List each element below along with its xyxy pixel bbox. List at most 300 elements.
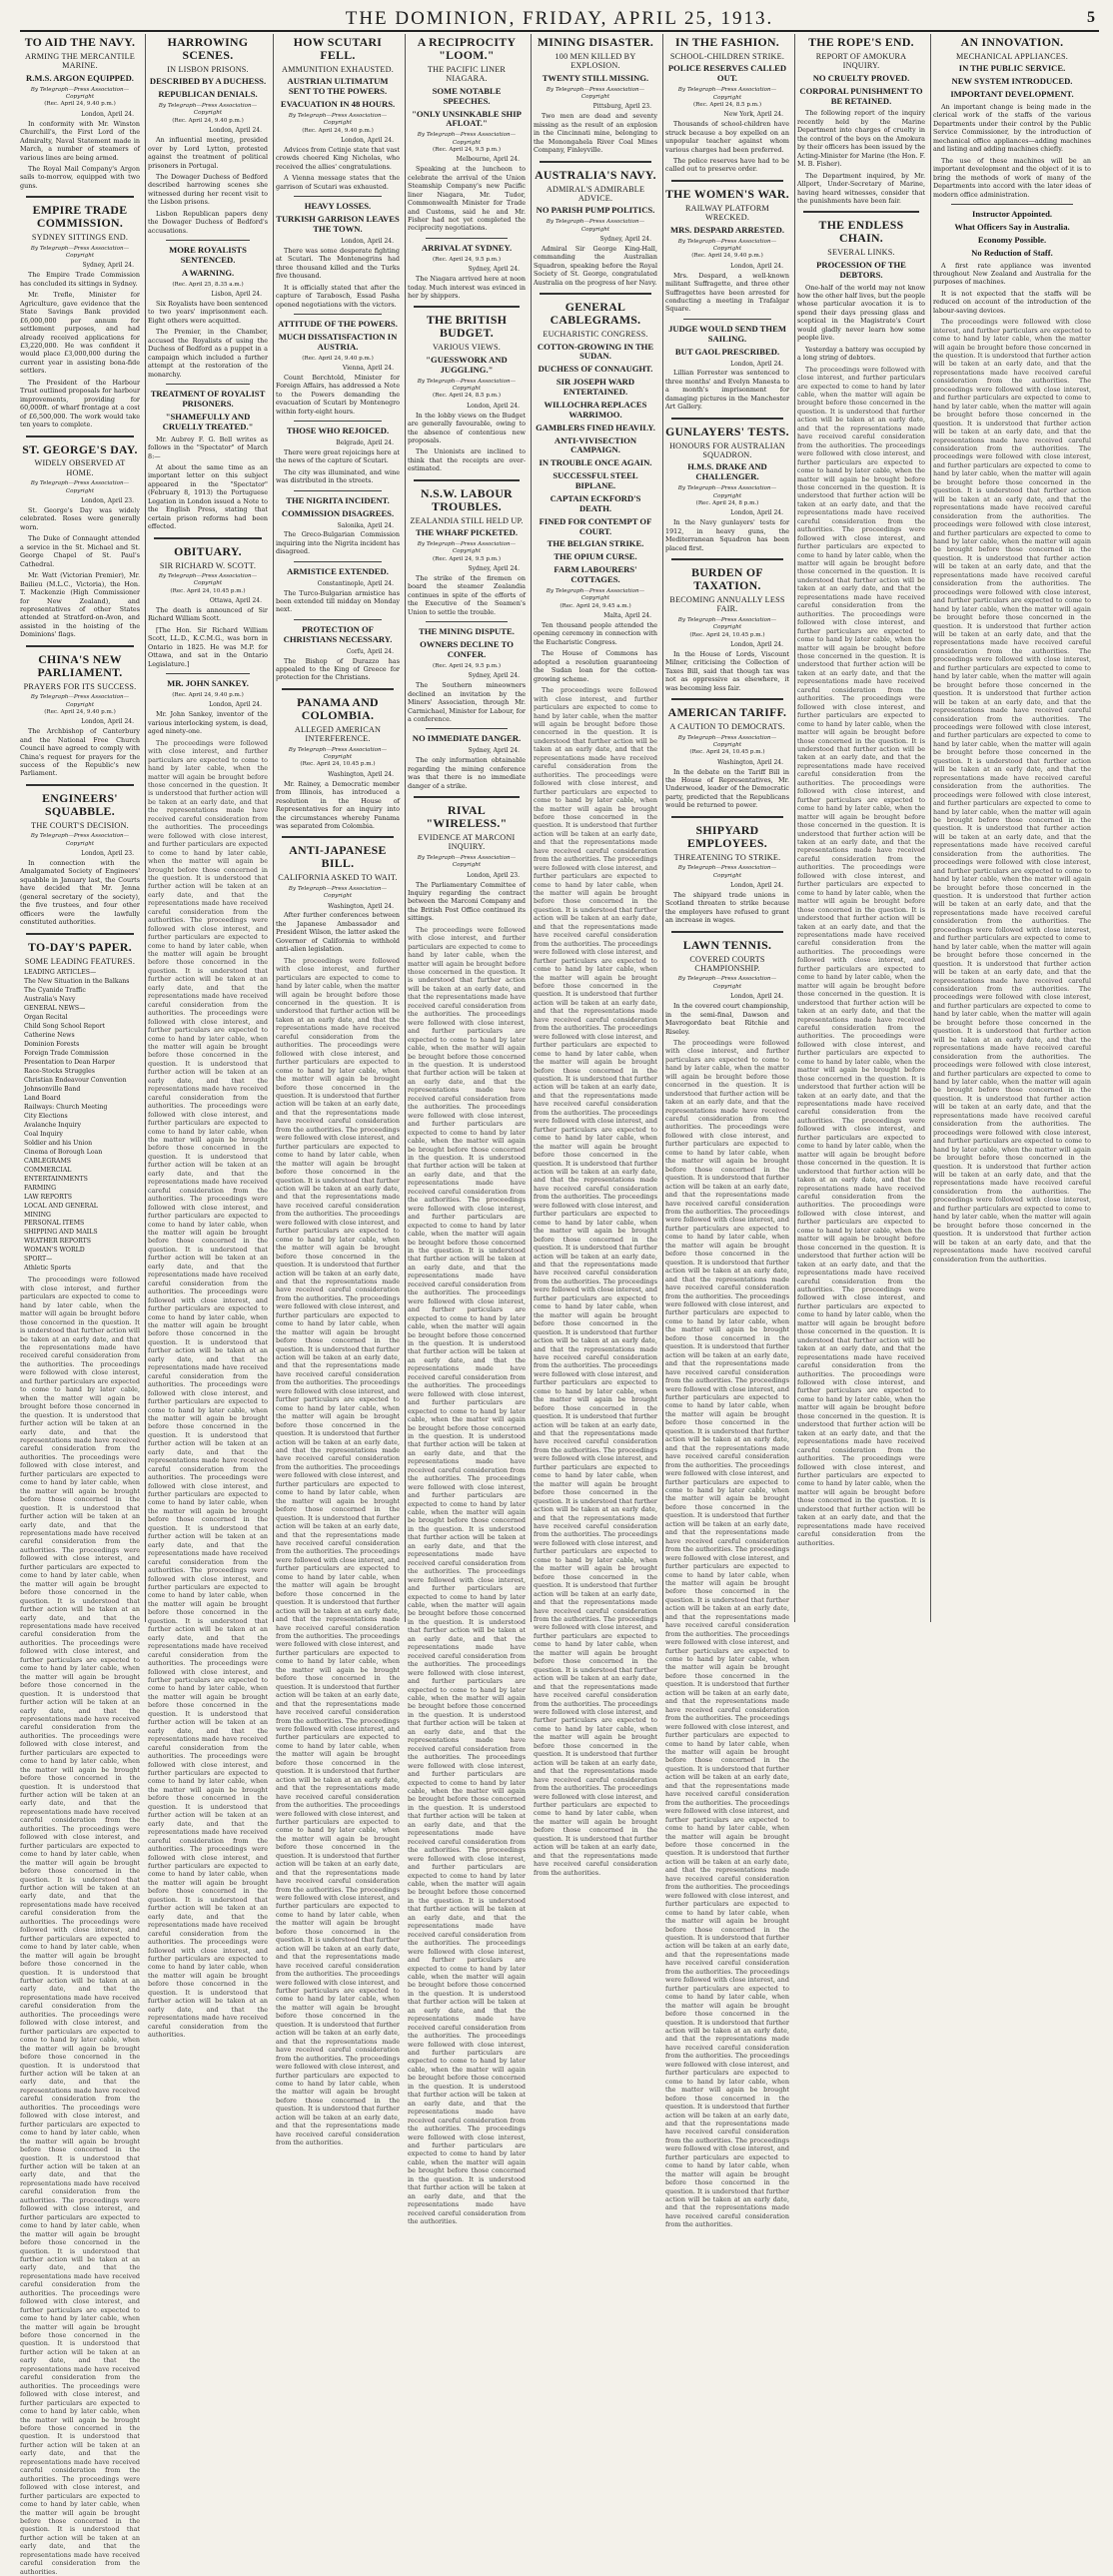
article-paragraph: The Unionists are inclined to think that the receipts are over-estimated. — [408, 447, 526, 473]
article-subheading: THE WHARF PICKETED. — [416, 527, 518, 538]
received-dateline: (Rec. April 24, 9.40 p.m.) — [302, 355, 374, 362]
article-subheading: IN LISBON PRISONS. — [167, 64, 249, 74]
index-item: MINING — [24, 1211, 51, 1219]
press-credit: By Telegraph—Press Association—Copyright — [417, 541, 517, 555]
article — [797, 36, 925, 205]
index-item: SHIPPING AND MAILS — [24, 1229, 98, 1237]
article-subheading: DUCHESS OF CONNAUGHT. — [538, 364, 653, 375]
article-subheading: VARIOUS VIEWS. — [432, 343, 501, 353]
article-subheading: EUCHARISTIC CONGRESS. — [543, 330, 648, 340]
article-paragraph: In the debate on the Tariff Bill in the House of Representatives, Mr. Underwood, leader of the Democratic party, predicted that the Republicans would be returned to power. — [665, 767, 789, 810]
article-subheading: EVACUATION IN 48 HOURS. — [280, 99, 396, 110]
index-item: Soldier and his Union — [24, 1139, 93, 1147]
article — [665, 558, 789, 692]
section-rule — [414, 479, 520, 481]
article-paragraph: The House of Commons has adopted a resolution guaranteeing the Sudan loan for the cotton-growing scheme. — [534, 649, 657, 683]
section-rule — [426, 238, 508, 239]
article-headline: THE ROPE'S END. — [808, 35, 914, 49]
article-paragraph: The Duke of Connaught attended a service in the St. Michael and St. George Chapel of St. Paul's Cathedral. — [20, 534, 140, 568]
article — [148, 36, 268, 235]
article-subheading: RAILWAY PLATFORM WRECKED. — [684, 203, 770, 223]
article-headline: TO AID THE NAVY. — [24, 35, 136, 49]
article-subheading: PRAYERS FOR ITS SUCCESS. — [23, 681, 137, 691]
column-2 — [148, 34, 274, 2040]
press-credit: By Telegraph—Press Association—Copyright — [546, 86, 645, 101]
press-credit: By Telegraph—Press Association—Copyright — [417, 854, 517, 869]
article — [665, 698, 789, 810]
index-item: Johnsonville Band — [24, 1085, 81, 1093]
section-rule — [540, 161, 651, 163]
article-subheading: MECHANICAL APPLIANCES. — [956, 51, 1068, 61]
article-paragraph: The President of the Harbour Trust outlined proposals for harbour improvements, providing for 60,000ft. of wharf frontage at a cost of £6,500,000. The work would take ten years to complete. — [20, 378, 140, 429]
section-rule — [294, 314, 382, 315]
section-rule — [426, 621, 508, 622]
article-subheading: THREATENING TO STRIKE. — [673, 852, 781, 862]
dateline-city: London, April 23. — [81, 497, 134, 505]
received-dateline: (Rec. April 24, 8 p.m.) — [695, 499, 759, 506]
article — [20, 933, 140, 966]
received-dateline: (Rec. April 24, 9.5 p.m.) — [432, 662, 501, 669]
article-headline: EMPIRE TRADE COMMISSION. — [32, 203, 128, 231]
article-subheading: NO IMMEDIATE DANGER. — [412, 733, 522, 744]
article-headline: PANAMA AND COLOMBIA. — [297, 694, 379, 722]
article-subheading: SCHOOL-CHILDREN STRIKE. — [669, 51, 785, 61]
article-subheading: Instructor Appointed. — [971, 209, 1053, 219]
dateline-city: Washington, April 24. — [328, 902, 394, 910]
received-dateline: (Rec. April 24, 8.5 p.m.) — [692, 101, 761, 108]
dateline-city: London, April 24. — [730, 993, 783, 1001]
press-credit: By Telegraph—Press Association—Copyright — [677, 485, 777, 499]
article-subheading: HONOURS FOR AUSTRALIAN SQUADRON. — [669, 440, 785, 460]
article-subheading: IN TROUBLE ONCE AGAIN. — [539, 457, 652, 468]
article — [276, 490, 400, 556]
article-subheading: COTTON-GROWING IN THE SUDAN. — [537, 341, 654, 362]
article-subheading: FARM LABOURERS' COTTAGES. — [554, 564, 637, 585]
index-item: Land Board — [24, 1094, 61, 1102]
received-dateline: (Rec. April 25, 8.35 a.m.) — [172, 281, 244, 288]
article-subheading: TURKISH GARRISON LEAVES THE TOWN. — [276, 214, 400, 235]
dateline-city: London, April 24. — [209, 127, 262, 135]
received-dateline: (Rec. April 24, 9.5 p.m.) — [432, 555, 501, 562]
section-rule — [166, 673, 250, 674]
dateline-city: Sydney, April 24. — [468, 565, 520, 573]
received-dateline: (Rec. April 24, 10.45 p.m.) — [689, 631, 765, 638]
dateline-city: Sydney, April 24. — [599, 236, 651, 244]
article — [534, 293, 657, 683]
section-rule — [26, 784, 134, 786]
article — [20, 784, 140, 927]
received-dateline: (Rec. April 24, 10.45 p.m.) — [170, 587, 246, 594]
article-continuation: The proceedings were followed with close interest, and further particulars are expected to come to hand by later cable, when the matter will again be brought before those concerned in the question. It is understood that further action will be taken at an early date, and that the representations made have received careful consideration from the authorities. The proceedings were followed with close interest, and further particulars are expected to come to hand by later cable, when the matter will again be brought before those concerned in the question. It is understood that further action will be taken at an early date, and that the representations made have received careful consideration from the authorities. The proceedings were followed with close interest, and further particulars are expected to come to hand by later cable, when the matter will again be brought before those concerned in the question. It is understood that further action will be taken at an early date, and that the representations made have received careful consideration from the authorities. The proceedings were followed with close interest, and further particulars are expected to come to hand by later cable, when the matter will again be brought before those concerned in the question. It is understood that further action will be taken at an early date, and that the representations made have received careful consideration from the authorities. The proceedings were followed with close interest, and further particulars are expected to come to hand by later cable, when the matter will again be brought before those concerned in the question. It is understood that further action will be taken at an early date, and that the representations made have received careful consideration from the authorities. The proceedings were followed with close interest, and further particulars are expected to come to hand by later cable, when the matter will again be brought before those concerned in the question. It is understood that further action will be taken at an early date, and that the representations made have received careful consideration from the authorities. The proceedings were followed with close interest, and further particulars are expected to come to hand by later cable, when the matter will again be brought before those concerned in the question. It is understood that further action will be taken at an early date, and that the representations made have received careful consideration from the authorities. The proceedings were followed with close interest, and further particulars are expected to come to hand by later cable, when the matter will again be brought before those concerned in the question. It is understood that further action will be taken at an early date, and that the representations made have received careful consideration from the authorities. The proceedings were followed with close interest, and further particulars are expected to come to hand by later cable, when the matter will again be brought before those concerned in the question. It is understood that further action will be taken at an early date, and that the representations made have received careful consideration from the authorities. The proceedings were followed with close interest, and further particulars are expected to come to hand by later cable, when the matter will again be brought before those concerned in the question. It is understood that further action will be taken at an early date, and that the representations made have received careful consideration from the authorities. The proceedings were followed with close interest, and further particulars are expected to come to hand by later cable, when the matter will again be brought before those concerned in the question. It is understood that further action will be taken at an early date, and that the representations made have received careful consideration from the authorities. The proceedings were followed with close interest, and further particulars are expected to come to hand by later cable, when the matter will again be brought before those concerned in the question. It is understood that further action will be taken at an early date, and that the representations made have received careful consideration from the authorities. The proceedings were followed with close interest, and further particulars are expected to come to hand by later cable, when the matter will again be brought before those concerned in the question. It is understood that further action will be taken at an early date, and that the representations made have received careful consideration from the authorities. The proceedings were followed with close interest, and further particulars are expected to come to hand by later cable, when the matter will again be brought before those concerned in the question. It is understood that further action will be taken at an early date, and that the representations made have received careful consideration from the authorities. — [148, 738, 268, 2040]
article-paragraph: Mrs. Despard, a well-known militant Suffragette, and three other Suffragettes have been arrested for conducting a meeting in Trafalgar Square. — [665, 271, 789, 314]
article-subheading: SIR JOSEPH WARD ENTERTAINED. — [556, 377, 635, 398]
masthead — [20, 6, 1099, 32]
article-subheading: ARMING THE MERCANTILE MARINE. — [24, 51, 136, 71]
article — [276, 836, 400, 953]
article-paragraph: The Premier, in the Chamber, accused the Royalists of using the Duchess of Bedford as a puppet in a campaign which included a further attempt at the restoration of the monarchy. — [148, 328, 268, 379]
article-subheading: SIR RICHARD W. SCOTT. — [159, 560, 257, 570]
article-subheading: POLICE RESERVES CALLED OUT. — [667, 63, 787, 84]
article-continuation: The proceedings were followed with close interest, and further particulars are expected to come to hand by later cable, when the matter will again be brought before those concerned in the question. It is understood that further action will be taken at an early date, and that the representations made have received careful consideration from the authorities. The proceedings were followed with close interest, and further particulars are expected to come to hand by later cable, when the matter will again be brought before those concerned in the question. It is understood that further action will be taken at an early date, and that the representations made have received careful consideration from the authorities. The proceedings were followed with close interest, and further particulars are expected to come to hand by later cable, when the matter will again be brought before those concerned in the question. It is understood that further action will be taken at an early date, and that the representations made have received careful consideration from the authorities. The proceedings were followed with close interest, and further particulars are expected to come to hand by later cable, when the matter will again be brought before those concerned in the question. It is understood that further action will be taken at an early date, and that the representations made have received careful consideration from the authorities. The proceedings were followed with close interest, and further particulars are expected to come to hand by later cable, when the matter will again be brought before those concerned in the question. It is understood that further action will be taken at an early date, and that the representations made have received careful consideration from the authorities. The proceedings were followed with close interest, and further particulars are expected to come to hand by later cable, when the matter will again be brought before those concerned in the question. It is understood that further action will be taken at an early date, and that the representations made have received careful consideration from the authorities. The proceedings were followed with close interest, and further particulars are expected to come to hand by later cable, when the matter will again be brought before those concerned in the question. It is understood that further action will be taken at an early date, and that the representations made have received careful consideration from the authorities. The proceedings were followed with close interest, and further particulars are expected to come to hand by later cable, when the matter will again be brought before those concerned in the question. It is understood that further action will be taken at an early date, and that the representations made have received careful consideration from the authorities. The proceedings were followed with close interest, and further particulars are expected to come to hand by later cable, when the matter will again be brought before those concerned in the question. It is understood that further action will be taken at an early date, and that the representations made have received careful consideration from the authorities. The proceedings were followed with close interest, and further particulars are expected to come to hand by later cable, when the matter will again be brought before those concerned in the question. It is understood that further action will be taken at an early date, and that the representations made have received careful consideration from the authorities. The proceedings were followed with close interest, and further particulars are expected to come to hand by later cable, when the matter will again be brought before those concerned in the question. It is understood that further action will be taken at an early date, and that the representations made have received careful consideration from the authorities. The proceedings were followed with close interest, and further particulars are expected to come to hand by later cable, when the matter will again be brought before those concerned in the question. It is understood that further action will be taken at an early date, and that the representations made have received careful consideration from the authorities. The proceedings were followed with close interest, and further particulars are expected to come to hand by later cable, when the matter will again be brought before those concerned in the question. It is understood that further action will be taken at an early date, and that the representations made have received careful consideration from the authorities. The proceedings were followed with close interest, and further particulars are expected to come to hand by later cable, when the matter will again be brought before those concerned in the question. It is understood that further action will be taken at an early date, and that the representations made have received careful consideration from the authorities. — [933, 318, 1091, 1264]
features-index — [24, 969, 136, 1274]
index-item: PERSONAL ITEMS — [24, 1220, 85, 1228]
section-rule — [671, 816, 783, 818]
article-paragraph: The Southern mineowners declined an invitation by the Miners' Association, through Mr. Carmichael, Minister for Labour, for a conference. — [408, 681, 526, 724]
article-continuation: The proceedings were followed with close interest, and further particulars are expected to come to hand by later cable, when the matter will again be brought before those concerned in the question. It is understood that further action will be taken at an early date, and that the representations made have received careful consideration from the authorities. The proceedings were followed with close interest, and further particulars are expected to come to hand by later cable, when the matter will again be brought before those concerned in the question. It is understood that further action will be taken at an early date, and that the representations made have received careful consideration from the authorities. The proceedings were followed with close interest, and further particulars are expected to come to hand by later cable, when the matter will again be brought before those concerned in the question. It is understood that further action will be taken at an early date, and that the representations made have received careful consideration from the authorities. The proceedings were followed with close interest, and further particulars are expected to come to hand by later cable, when the matter will again be brought before those concerned in the question. It is understood that further action will be taken at an early date, and that the representations made have received careful consideration from the authorities. The proceedings were followed with close interest, and further particulars are expected to come to hand by later cable, when the matter will again be brought before those concerned in the question. It is understood that further action will be taken at an early date, and that the representations made have received careful consideration from the authorities. The proceedings were followed with close interest, and further particulars are expected to come to hand by later cable, when the matter will again be brought before those concerned in the question. It is understood that further action will be taken at an early date, and that the representations made have received careful consideration from the authorities. The proceedings were followed with close interest, and further particulars are expected to come to hand by later cable, when the matter will again be brought before those concerned in the question. It is understood that further action will be taken at an early date, and that the representations made have received careful consideration from the authorities. The proceedings were followed with close interest, and further particulars are expected to come to hand by later cable, when the matter will again be brought before those concerned in the question. It is understood that further action will be taken at an early date, and that the representations made have received careful consideration from the authorities. The proceedings were followed with close interest, and further particulars are expected to come to hand by later cable, when the matter will again be brought before those concerned in the question. It is understood that further action will be taken at an early date, and that the representations made have received careful consideration from the authorities. The proceedings were followed with close interest, and further particulars are expected to come to hand by later cable, when the matter will again be brought before those concerned in the question. It is understood that further action will be taken at an early date, and that the representations made have received careful consideration from the authorities. The proceedings were followed with close interest, and further particulars are expected to come to hand by later cable, when the matter will again be brought before those concerned in the question. It is understood that further action will be taken at an early date, and that the representations made have received careful consideration from the authorities. The proceedings were followed with close interest, and further particulars are expected to come to hand by later cable, when the matter will again be brought before those concerned in the question. It is understood that further action will be taken at an early date, and that the representations made have received careful consideration from the authorities. The proceedings were followed with close interest, and further particulars are expected to come to hand by later cable, when the matter will again be brought before those concerned in the question. It is understood that further action will be taken at an early date, and that the representations made have received careful consideration from the authorities. The proceedings were followed with close interest, and further particulars are expected to come to hand by later cable, when the matter will again be brought before those concerned in the question. It is understood that further action will be taken at an early date, and that the representations made have received careful consideration from the authorities. — [276, 956, 400, 2147]
index-item: LOCAL AND GENERAL — [24, 1202, 98, 1210]
column-5 — [534, 34, 663, 1877]
article — [408, 479, 526, 617]
article-headline: LAWN TENNIS. — [682, 937, 772, 952]
article-paragraph: Mr. Rainey, a Democratic member from Illinois, has introduced a resolution in the House of Representatives for an inquiry into the circumstances whereby Panama was separated from Colombia. — [276, 779, 400, 830]
index-item: Catherine News — [24, 1031, 75, 1039]
article-paragraph: In conformity with Mr. Winston Churchill's, the First Lord of the Admiralty, Naval Statement made in March, a number of steamers of various lines are being armed. — [20, 119, 140, 162]
received-dateline: (Rec. April 24, 9.40 p.m.) — [44, 101, 116, 108]
article-paragraph: It is officially stated that after the capture of Tarabosch, Essad Pasha opened negotiations with the victors. — [276, 283, 400, 309]
article-subheading: MRS. DESPARD ARRESTED. — [670, 224, 784, 235]
article-paragraph: The death is announced of Sir Richard William Scott. — [148, 606, 268, 623]
article-subheading: THE PACIFIC LINER NIAGARA. — [427, 64, 507, 84]
article-subheading: MORE ROYALISTS SENTENCED. — [169, 245, 247, 265]
press-credit: By Telegraph—Press Association—Copyright — [288, 746, 388, 761]
index-item: SPORT— — [24, 1256, 53, 1264]
article-subheading: AMMUNITION EXHAUSTED. — [282, 64, 394, 74]
article-subheading: SOME NOTABLE SPEECHES. — [432, 85, 502, 106]
article-subheading: FINED FOR CONTEMPT OF COURT. — [539, 515, 652, 536]
press-credit: By Telegraph—Press Association—Copyright — [677, 734, 777, 748]
article-paragraph: The following report of the inquiry recently held by the Marine Department into charges of cruelty in the control of the boys on the Amokura by their officers has been issued by the Acting-Minister for Marine (the Hon. F. M. B. Fisher). — [797, 109, 925, 169]
article-paragraph: The Parliamentary Committee of Inquiry regarding the contract between the Marconi Company and the British Post Office continued its sittings. — [408, 880, 526, 923]
article-paragraph: An important change is being made in the clerical work of the staffs of the various Departments under their control by the Public Service Commissioner, by the introduction of mechanical office appliances—adding machines and listing and adding machines chiefly. — [933, 103, 1091, 154]
article — [276, 619, 400, 682]
column-7 — [797, 34, 931, 1622]
column-6 — [665, 34, 795, 2229]
section-rule — [414, 306, 520, 308]
column-1 — [20, 34, 146, 2576]
press-credit: By Telegraph—Press Association—Copyright — [158, 572, 258, 587]
article-headline: AN INNOVATION. — [960, 35, 1064, 49]
article — [408, 238, 526, 301]
index-item: COMMERCIAL — [24, 1166, 72, 1174]
article-subheading: WILLOCHRA REPLACES WARRIMOO. — [544, 399, 647, 420]
section-rule — [294, 421, 382, 422]
received-dateline: (Rec. April 24, 9.5 p.m.) — [432, 147, 501, 154]
dateline-city: London, April 24. — [81, 110, 134, 118]
article-paragraph: The Dowager Duchess of Bedford described harrowing scenes she witnessed during her recent visit to the Lisbon prisons. — [148, 172, 268, 207]
article-subheading: THE MINING DISPUTE. — [419, 626, 515, 637]
dateline-city: Sydney, April 24. — [468, 672, 520, 680]
article — [20, 435, 140, 639]
dateline-city: London, April 24. — [730, 509, 783, 517]
article-headline: HARROWING SCENES. — [167, 35, 249, 62]
section-rule — [540, 293, 651, 295]
received-dateline: (Rec. April 24, 9.45 a.m.) — [559, 602, 631, 609]
article-paragraph: The shipyard trade unions in Scotland threaten to strike because the employers have refused to grant an increase in wages. — [665, 890, 789, 925]
article-paragraph: A Vienna message states that the garrison of Scutari was exhausted. — [276, 174, 400, 191]
article-subheading: ANTI-VIVISECTION CAMPAIGN. — [554, 434, 637, 455]
index-item: WOMAN'S WORLD — [24, 1247, 85, 1255]
article-paragraph: There were great rejoicings here at the news of the capture of Scutari. — [276, 447, 400, 465]
article — [534, 161, 657, 288]
article-paragraph: There was some desperate fighting at Scutari. The Montenegrins had three thousand killed and the Turks five thousand. — [276, 246, 400, 281]
section-rule — [26, 645, 134, 647]
article-paragraph: A first rate appliance was invented throughout New Zealand and Australia for the purposes of machines. — [933, 261, 1091, 287]
dateline-city: New York, April 24. — [723, 111, 783, 119]
section-rule — [166, 384, 250, 385]
article-subheading: R.M.S. ARGON EQUIPPED. — [26, 72, 134, 83]
article-subheading: CALIFORNIA ASKED TO WAIT. — [278, 873, 398, 883]
section-rule — [951, 204, 1073, 205]
article-headline: MINING DISASTER. — [537, 35, 654, 49]
dateline-city: London, April 24. — [730, 881, 783, 889]
article — [665, 816, 789, 925]
article-paragraph: In the House of Lords, Viscount Milner, criticising the Collection of Taxes Bill, said that though tax was not as oppressive as elsewhere, it was becoming less fair. — [665, 649, 789, 692]
article-subheading: CORPORAL PUNISHMENT TO BE RETAINED. — [799, 85, 923, 106]
dateline-city: London, April 24. — [81, 718, 134, 726]
article-paragraph: One-half of the world may not know how the other half lives, but the people whose particular avocation it is to spend their days pressing glass and sceptical in the Magistrate's Court would gladly never learn how some people live. — [797, 283, 925, 343]
article-subheading: H.M.S. DRAKE AND CHALLENGER. — [687, 461, 767, 482]
article-subheading: BECOMING ANNUALLY LESS FAIR. — [669, 595, 785, 614]
article-subheading: 100 MEN KILLED BY EXPLOSION. — [555, 51, 636, 71]
article-subheading: BUT GAOL PRESCRIBED. — [674, 346, 780, 357]
index-item: Athletic Sports — [24, 1265, 71, 1273]
dateline-city: London, April 24. — [730, 262, 783, 270]
article — [534, 36, 657, 155]
article-subheading: NEW SYSTEM INTRODUCED. — [951, 76, 1073, 87]
article-subheading: TREATMENT OF ROYALIST PRISONERS. — [150, 389, 266, 409]
index-item: FARMING — [24, 1184, 57, 1192]
article — [20, 645, 140, 778]
article-headline: TO-DAY'S PAPER. — [28, 939, 132, 954]
section-rule — [166, 240, 250, 241]
article — [933, 204, 1091, 315]
article-subheading: WIDELY OBSERVED AT HOME. — [34, 458, 126, 477]
article-headline: CHINA'S NEW PARLIAMENT. — [37, 651, 123, 679]
article-paragraph: The only information obtainable regarding the mining conference was that there is no immediate danger of a strike. — [408, 756, 526, 790]
article-subheading: TWENTY STILL MISSING. — [542, 72, 649, 83]
article-headline: GENERAL CABLEGRAMS. — [550, 300, 641, 328]
press-credit: By Telegraph—Press Association—Copyright — [677, 616, 777, 631]
article-paragraph: An influential meeting, presided over by Lord Lytton, protested against the treatment of political prisoners in Portugal. — [148, 136, 268, 170]
index-item: Christian Endeavour Convention — [24, 1076, 127, 1084]
dateline-city: Pittsburg, April 23. — [592, 103, 651, 111]
press-credit: By Telegraph—Press Association—Copyright — [417, 378, 517, 392]
article-paragraph: Mr. John Sankey, inventor of the various interlocking system, is dead, aged ninety-one. — [148, 710, 268, 736]
index-item: Avalanche Inquiry — [24, 1121, 81, 1129]
article — [408, 728, 526, 790]
article-headline: ANTI-JAPANESE BILL. — [289, 843, 387, 871]
index-item: Race-Stocks Struggles — [24, 1067, 95, 1075]
article-headline: BURDEN OF TAXATION. — [691, 565, 763, 593]
article-headline: AMERICAN TARIFF. — [667, 705, 787, 720]
section-rule — [294, 490, 382, 491]
article-continuation: The proceedings were followed with close interest, and further particulars are expected to come to hand by later cable, when the matter will again be brought before those concerned in the question. It is understood that further action will be taken at an early date, and that the representations made have received careful consideration from the authorities. The proceedings were followed with close interest, and further particulars are expected to come to hand by later cable, when the matter will again be brought before those concerned in the question. It is understood that further action will be taken at an early date, and that the representations made have received careful consideration from the authorities. The proceedings were followed with close interest, and further particulars are expected to come to hand by later cable, when the matter will again be brought before those concerned in the question. It is understood that further action will be taken at an early date, and that the representations made have received careful consideration from the authorities. The proceedings were followed with close interest, and further particulars are expected to come to hand by later cable, when the matter will again be brought before those concerned in the question. It is understood that further action will be taken at an early date, and that the representations made have received careful consideration from the authorities. The proceedings were followed with close interest, and further particulars are expected to come to hand by later cable, when the matter will again be brought before those concerned in the question. It is understood that further action will be taken at an early date, and that the representations made have received careful consideration from the authorities. The proceedings were followed with close interest, and further particulars are expected to come to hand by later cable, when the matter will again be brought before those concerned in the question. It is understood that further action will be taken at an early date, and that the representations made have received careful consideration from the authorities. The proceedings were followed with close interest, and further particulars are expected to come to hand by later cable, when the matter will again be brought before those concerned in the question. It is understood that further action will be taken at an early date, and that the representations made have received careful consideration from the authorities. The proceedings were followed with close interest, and further particulars are expected to come to hand by later cable, when the matter will again be brought before those concerned in the question. It is understood that further action will be taken at an early date, and that the representations made have received careful consideration from the authorities. The proceedings were followed with close interest, and further particulars are expected to come to hand by later cable, when the matter will again be brought before those concerned in the question. It is understood that further action will be taken at an early date, and that the representations made have received careful consideration from the authorities. The proceedings were followed with close interest, and further particulars are expected to come to hand by later cable, when the matter will again be brought before those concerned in the question. It is understood that further action will be taken at an early date, and that the representations made have received careful consideration from the authorities. The proceedings were followed with close interest, and further particulars are expected to come to hand by later cable, when the matter will again be brought before those concerned in the question. It is understood that further action will be taken at an early date, and that the representations made have received careful consideration from the authorities. The proceedings were followed with close interest, and further particulars are expected to come to hand by later cable, when the matter will again be brought before those concerned in the question. It is understood that further action will be taken at an early date, and that the representations made have received careful consideration from the authorities. The proceedings were followed with close interest, and further particulars are expected to come to hand by later cable, when the matter will again be brought before those concerned in the question. It is understood that further action will be taken at an early date, and that the representations made have received careful consideration from the authorities. The proceedings were followed with close interest, and further particulars are expected to come to hand by later cable, when the matter will again be brought before those concerned in the question. It is understood that further action will be taken at an early date, and that the representations made have received careful consideration from the authorities. — [665, 1038, 789, 2229]
article-subheading: NO PARISH PUMP POLITICS. — [536, 205, 655, 216]
dateline-city: London, April 24. — [467, 402, 520, 410]
section-rule — [671, 418, 783, 420]
article-paragraph: The Empire Trade Commission has concluded its sittings in Sydney. — [20, 271, 140, 288]
article-paragraph: Count Berchtold, Minister for Foreign Affairs, has addressed a Note to the Powers demanding the evacuation of Scutari by Montenegro within forty-eight hours. — [276, 373, 400, 416]
article-subheading: CAPTAIN ECKFORD'S DEATH. — [550, 492, 641, 513]
index-item: Australia's Navy — [24, 995, 76, 1003]
article — [148, 537, 268, 669]
dateline-city: Sydney, April 24. — [468, 747, 520, 755]
dateline-city: Melbourne, April 24. — [456, 156, 520, 164]
section-rule — [426, 728, 508, 729]
article-paragraph: Mr. Trefle, Minister for Agriculture, gave evidence that the State Savings Bank provided £6,000,000 per annum for settlement purposes, and had already received applications for £3,220,000. He was confident it would place £3,000,000 during the current year in assisting bona-fide settlers. — [20, 291, 140, 376]
article-paragraph: Speaking at the luncheon to celebrate the arrival of the Union Steamship Company's new Pacific liner Niagara, Mr. Tudor, Commonwealth Minister for Trade and Customs, said he and Mr. Fisher had not yet completed the reciprocity negotiations. — [408, 165, 526, 233]
section-rule — [282, 688, 394, 690]
article — [665, 36, 789, 174]
article-paragraph: The Department inquired, by Mr. Allport, Under-Secretary of Marine, having heard witnesses, consider that the punishments have been fair. — [797, 171, 925, 205]
index-item: The New Situation in the Balkans — [24, 977, 130, 985]
dateline-city: Lisbon, April 24. — [211, 291, 262, 299]
section-rule — [671, 698, 783, 700]
index-item: Foreign Trade Commission — [24, 1049, 109, 1057]
index-item: Presentation to Dean Harper — [24, 1058, 115, 1066]
index-item: WEATHER REPORTS — [24, 1238, 91, 1246]
section-rule — [294, 619, 382, 620]
article — [665, 931, 789, 1036]
article — [276, 421, 400, 485]
section-rule — [26, 933, 134, 935]
article — [797, 211, 925, 362]
section-rule — [282, 836, 394, 838]
article-headline: AUSTRALIA'S NAVY. — [535, 167, 656, 182]
dateline-city: Washington, April 24. — [717, 758, 783, 766]
article-subheading: PROCESSION OF THE DEBTORS. — [816, 259, 906, 280]
received-dateline: (Rec. April 24, 9.40 p.m.) — [691, 253, 763, 260]
article-headline: RIVAL "WIRELESS." — [426, 803, 508, 831]
press-credit: By Telegraph—Press Association—Copyright — [288, 885, 388, 900]
press-credit: By Telegraph—Press Association—Copyright — [677, 976, 777, 990]
article-subheading: OWNERS DECLINE TO CONFER. — [420, 639, 514, 660]
article-paragraph: Ten thousand people attended the opening ceremony in connection with the Eucharistic Congress. — [534, 620, 657, 646]
article-paragraph: Six Royalists have been sentenced to two years' imprisonment each. Eight others were acquitted. — [148, 300, 268, 325]
article — [20, 36, 140, 190]
article-paragraph: Thousands of school-children have struck because a boy expelled on an unpopular teacher against whom various charges had been preferred. — [665, 120, 789, 154]
article-subheading: PROTECTION OF CHRISTIANS NECESSARY. — [283, 623, 393, 644]
article-paragraph: In the Navy gunlayers' tests for 1912, in heavy guns, the Mediterranean Squadron has been placed first. — [665, 518, 789, 552]
dateline-city: Constantinople, April 24. — [317, 579, 394, 587]
article-subheading: THE COURT'S DECISION. — [31, 820, 129, 830]
article-subheading: No Reduction of Staff. — [971, 247, 1053, 258]
article-paragraph: Mr. Aubrey F. G. Bell writes as follows in the "Spectator" of March 8:— — [148, 434, 268, 460]
article-subheading: What Officers Say in Australia. — [954, 221, 1070, 232]
article-subheading: THE BELGIAN STRIKE. — [547, 538, 644, 549]
index-item: LEADING ARTICLES— — [24, 968, 97, 976]
article-subheading: THE NIGRITA INCIDENT. — [286, 494, 390, 505]
section-rule — [671, 931, 783, 933]
article-subheading: COVERED COURTS CHAMPIONSHIP. — [689, 954, 765, 974]
article-headline: OBITUARY. — [174, 543, 242, 558]
article-headline: HOW SCUTARI FELL. — [293, 35, 383, 62]
article-paragraph: The Bishop of Durazzo has appealed to the King of Greece for protection for the Christians. — [276, 656, 400, 682]
section-rule — [26, 435, 134, 437]
article-headline: ST. GEORGE'S DAY. — [22, 441, 138, 456]
article-subheading: A CAUTION TO DEMOCRATS. — [669, 722, 785, 732]
dateline-city: London, April 23. — [81, 850, 134, 857]
article-subheading: AUSTRIAN ULTIMATUM SENT TO THE POWERS. — [287, 76, 389, 97]
press-credit: By Telegraph—Press Association—Copyright — [677, 865, 777, 879]
section-rule — [671, 558, 783, 560]
article-subheading: MR. JOHN SANKEY. — [167, 678, 249, 689]
section-rule — [294, 561, 382, 562]
dateline-city: London, April 24. — [341, 137, 394, 145]
article-paragraph: The Archbishop of Canterbury and the National Free Church Council have agreed to comply with China's request for prayers for the success of the Republic's new Parliament. — [20, 727, 140, 778]
dateline-city: London, April 23. — [467, 871, 520, 879]
article-subheading: THOSE WHO REJOICED. — [286, 426, 390, 436]
press-credit: By Telegraph—Press Association—Copyright — [546, 587, 645, 602]
article-subheading: "SHAMEFULLY AND CRUELLY TREATED." — [162, 411, 254, 431]
dateline-city: Belgrade, April 24. — [336, 439, 394, 447]
dateline-city: Salonika, April 24. — [337, 521, 394, 529]
press-credit: By Telegraph—Press Association—Copyright — [288, 112, 388, 127]
article-paragraph: The Greco-Bulgarian Commission inquiring into the Nigrita incident has disagreed. — [276, 530, 400, 556]
article-subheading: ARRIVAL AT SYDNEY. — [421, 242, 513, 253]
dateline-city: London, April 24. — [730, 640, 783, 648]
article — [665, 180, 789, 314]
article-subheading: ZEALANDIA STILL HELD UP. — [410, 515, 524, 525]
index-item: LAW REPORTS — [24, 1193, 72, 1201]
article — [20, 196, 140, 429]
dateline-city: London, April 24. — [730, 360, 783, 368]
article-paragraph: Two men are dead and seventy missing as the result of an explosion in the Cincinnati mine, belonging to the Monongahela River Coal Mines Company, Finleyville. — [534, 112, 657, 155]
dateline-city: Sydney, April 24. — [82, 262, 134, 270]
dateline-city: Vienna, April 24. — [342, 364, 394, 372]
article-paragraph: The police reserves have had to be called out to preserve order. — [665, 156, 789, 174]
dateline-city: Washington, April 24. — [328, 770, 394, 778]
article — [408, 796, 526, 923]
index-item: City Elections — [24, 1112, 68, 1120]
article-continuation: The proceedings were followed with close interest, and further particulars are expected to come to hand by later cable, when the matter will again be brought before those concerned in the question. It is understood that further action will be taken at an early date, and that the representations made have received careful consideration from the authorities. The proceedings were followed with close interest, and further particulars are expected to come to hand by later cable, when the matter will again be brought before those concerned in the question. It is understood that further action will be taken at an early date, and that the representations made have received careful consideration from the authorities. The proceedings were followed with close interest, and further particulars are expected to come to hand by later cable, when the matter will again be brought before those concerned in the question. It is understood that further action will be taken at an early date, and that the representations made have received careful consideration from the authorities. The proceedings were followed with close interest, and further particulars are expected to come to hand by later cable, when the matter will again be brought before those concerned in the question. It is understood that further action will be taken at an early date, and that the representations made have received careful consideration from the authorities. The proceedings were followed with close interest, and further particulars are expected to come to hand by later cable, when the matter will again be brought before those concerned in the question. It is understood that further action will be taken at an early date, and that the representations made have received careful consideration from the authorities. The proceedings were followed with close interest, and further particulars are expected to come to hand by later cable, when the matter will again be brought before those concerned in the question. It is understood that further action will be taken at an early date, and that the representations made have received careful consideration from the authorities. The proceedings were followed with close interest, and further particulars are expected to come to hand by later cable, when the matter will again be brought before those concerned in the question. It is understood that further action will be taken at an early date, and that the representations made have received careful consideration from the authorities. The proceedings were followed with close interest, and further particulars are expected to come to hand by later cable, when the matter will again be brought before those concerned in the question. It is understood that further action will be taken at an early date, and that the representations made have received careful consideration from the authorities. The proceedings were followed with close interest, and further particulars are expected to come to hand by later cable, when the matter will again be brought before those concerned in the question. It is understood that further action will be taken at an early date, and that the representations made have received careful consideration from the authorities. The proceedings were followed with close interest, and further particulars are expected to come to hand by later cable, when the matter will again be brought before those concerned in the question. It is understood that further action will be taken at an early date, and that the representations made have received careful consideration from the authorities. The proceedings were followed with close interest, and further particulars are expected to come to hand by later cable, when the matter will again be brought before those concerned in the question. It is understood that further action will be taken at an early date, and that the representations made have received careful consideration from the authorities. The proceedings were followed with close interest, and further particulars are expected to come to hand by later cable, when the matter will again be brought before those concerned in the question. It is understood that further action will be taken at an early date, and that the representations made have received careful consideration from the authorities. The proceedings were followed with close interest, and further particulars are expected to come to hand by later cable, when the matter will again be brought before those concerned in the question. It is understood that further action will be taken at an early date, and that the representations made have received careful consideration from the authorities. The proceedings were followed with close interest, and further particulars are expected to come to hand by later cable, when the matter will again be brought before those concerned in the question. It is understood that further action will be taken at an early date, and that the representations made have received careful consideration from the authorities. — [534, 686, 657, 1877]
article — [408, 306, 526, 472]
article-subheading: "ONLY UNSINKABLE SHIP AFLOAT." — [412, 108, 522, 129]
section-rule — [26, 196, 134, 198]
section-rule — [683, 319, 771, 320]
dateline-city: London, April 24. — [209, 701, 262, 709]
article-continuation: The proceedings were followed with close interest, and further particulars are expected to come to hand by later cable, when the matter will again be brought before those concerned in the question. It is understood that further action will be taken at an early date, and that the representations made have received careful consideration from the authorities. The proceedings were followed with close interest, and further particulars are expected to come to hand by later cable, when the matter will again be brought before those concerned in the question. It is understood that further action will be taken at an early date, and that the representations made have received careful consideration from the authorities. The proceedings were followed with close interest, and further particulars are expected to come to hand by later cable, when the matter will again be brought before those concerned in the question. It is understood that further action will be taken at an early date, and that the representations made have received careful consideration from the authorities. The proceedings were followed with close interest, and further particulars are expected to come to hand by later cable, when the matter will again be brought before those concerned in the question. It is understood that further action will be taken at an early date, and that the representations made have received careful consideration from the authorities. The proceedings were followed with close interest, and further particulars are expected to come to hand by later cable, when the matter will again be brought before those concerned in the question. It is understood that further action will be taken at an early date, and that the representations made have received careful consideration from the authorities. The proceedings were followed with close interest, and further particulars are expected to come to hand by later cable, when the matter will again be brought before those concerned in the question. It is understood that further action will be taken at an early date, and that the representations made have received careful consideration from the authorities. The proceedings were followed with close interest, and further particulars are expected to come to hand by later cable, when the matter will again be brought before those concerned in the question. It is understood that further action will be taken at an early date, and that the representations made have received careful consideration from the authorities. The proceedings were followed with close interest, and further particulars are expected to come to hand by later cable, when the matter will again be brought before those concerned in the question. It is understood that further action will be taken at an early date, and that the representations made have received careful consideration from the authorities. The proceedings were followed with close interest, and further particulars are expected to come to hand by later cable, when the matter will again be brought before those concerned in the question. It is understood that further action will be taken at an early date, and that the representations made have received careful consideration from the authorities. The proceedings were followed with close interest, and further particulars are expected to come to hand by later cable, when the matter will again be brought before those concerned in the question. It is understood that further action will be taken at an early date, and that the representations made have received careful consideration from the authorities. The proceedings were followed with close interest, and further particulars are expected to come to hand by later cable, when the matter will again be brought before those concerned in the question. It is understood that further action will be taken at an early date, and that the representations made have received careful consideration from the authorities. The proceedings were followed with close interest, and further particulars are expected to come to hand by later cable, when the matter will again be brought before those concerned in the question. It is understood that further action will be taken at an early date, and that the representations made have received careful consideration from the authorities. The proceedings were followed with close interest, and further particulars are expected to come to hand by later cable, when the matter will again be brought before those concerned in the question. It is understood that further action will be taken at an early date, and that the representations made have received careful consideration from the authorities. The proceedings were followed with close interest, and further particulars are expected to come to hand by later cable, when the matter will again be brought before those concerned in the question. It is understood that further action will be taken at an early date, and that the representations made have received careful consideration from the authorities. — [20, 1276, 140, 2576]
index-item: CABLEGRAMS — [24, 1157, 72, 1165]
article-subheading: COMMISSION DISAGREES. — [281, 507, 395, 518]
article-subheading: GAMBLERS FINED HEAVILY. — [536, 422, 655, 432]
article-headline: THE BRITISH BUDGET. — [426, 313, 508, 341]
article-subheading: SOME LEADING FEATURES. — [24, 956, 136, 966]
article-continuation: The proceedings were followed with close interest, and further particulars are expected to come to hand by later cable, when the matter will again be brought before those concerned in the question. It is understood that further action will be taken at an early date, and that the representations made have received careful consideration from the authorities. The proceedings were followed with close interest, and further particulars are expected to come to hand by later cable, when the matter will again be brought before those concerned in the question. It is understood that further action will be taken at an early date, and that the representations made have received careful consideration from the authorities. The proceedings were followed with close interest, and further particulars are expected to come to hand by later cable, when the matter will again be brought before those concerned in the question. It is understood that further action will be taken at an early date, and that the representations made have received careful consideration from the authorities. The proceedings were followed with close interest, and further particulars are expected to come to hand by later cable, when the matter will again be brought before those concerned in the question. It is understood that further action will be taken at an early date, and that the representations made have received careful consideration from the authorities. The proceedings were followed with close interest, and further particulars are expected to come to hand by later cable, when the matter will again be brought before those concerned in the question. It is understood that further action will be taken at an early date, and that the representations made have received careful consideration from the authorities. The proceedings were followed with close interest, and further particulars are expected to come to hand by later cable, when the matter will again be brought before those concerned in the question. It is understood that further action will be taken at an early date, and that the representations made have received careful consideration from the authorities. The proceedings were followed with close interest, and further particulars are expected to come to hand by later cable, when the matter will again be brought before those concerned in the question. It is understood that further action will be taken at an early date, and that the representations made have received careful consideration from the authorities. The proceedings were followed with close interest, and further particulars are expected to come to hand by later cable, when the matter will again be brought before those concerned in the question. It is understood that further action will be taken at an early date, and that the representations made have received careful consideration from the authorities. The proceedings were followed with close interest, and further particulars are expected to come to hand by later cable, when the matter will again be brought before those concerned in the question. It is understood that further action will be taken at an early date, and that the representations made have received careful consideration from the authorities. The proceedings were followed with close interest, and further particulars are expected to come to hand by later cable, when the matter will again be brought before those concerned in the question. It is understood that further action will be taken at an early date, and that the representations made have received careful consideration from the authorities. The proceedings were followed with close interest, and further particulars are expected to come to hand by later cable, when the matter will again be brought before those concerned in the question. It is understood that further action will be taken at an early date, and that the representations made have received careful consideration from the authorities. The proceedings were followed with close interest, and further particulars are expected to come to hand by later cable, when the matter will again be brought before those concerned in the question. It is understood that further action will be taken at an early date, and that the representations made have received careful consideration from the authorities. The proceedings were followed with close interest, and further particulars are expected to come to hand by later cable, when the matter will again be brought before those concerned in the question. It is understood that further action will be taken at an early date, and that the representations made have received careful consideration from the authorities. The proceedings were followed with close interest, and further particulars are expected to come to hand by later cable, when the matter will again be brought before those concerned in the question. It is understood that further action will be taken at an early date, and that the representations made have received careful consideration from the authorities. — [797, 365, 925, 1547]
page-number: 5 — [1087, 9, 1095, 26]
column-3 — [276, 34, 406, 2147]
article-paragraph: The city was illuminated, and wine was distributed in the streets. — [276, 467, 400, 485]
article-paragraph: Lisbon Republican papers deny the Dowager Duchess of Bedford's accusations. — [148, 209, 268, 235]
article-subheading: A WARNING. — [181, 267, 235, 278]
article-subheading: SUCCESSFUL STEEL BIPLANE. — [553, 470, 638, 491]
article-subheading: REPUBLICAN DENIALS. — [158, 89, 258, 100]
index-item: Railways: Church Meeting — [24, 1103, 108, 1111]
index-item: Child Song School Report — [24, 1022, 106, 1030]
press-credit: By Telegraph—Press Association—Copyright — [417, 132, 517, 146]
index-item: Dominion Forests — [24, 1040, 80, 1048]
article-paragraph: Mr. Watt (Victorian Premier), Mr. Bailieu (M.L.C., Victoria), the Hon. T. Mackenzie (High Commissioner for New Zealand), and representatives of other States attended at Stratford-on-Avon, and assisted in the hoisting of the Dominions' flags. — [20, 571, 140, 639]
article-subheading: HEAVY LOSSES. — [304, 201, 372, 212]
dateline-city: London, April 24. — [341, 237, 394, 245]
article — [276, 314, 400, 416]
article-paragraph: It is not expected that the staffs will be reduced on account of the introduction of the labour-saving devices. — [933, 289, 1091, 315]
article-subheading: SEVERAL LINKS. — [827, 248, 895, 258]
article-paragraph: The use of these machines will be an important development and the object of it is to bring the methods of work of many of the Departments into accord with the later ideas of modern office administration. — [933, 156, 1091, 199]
article — [276, 36, 400, 191]
received-dateline: (Rec. April 24, 10.45 p.m.) — [300, 761, 376, 768]
press-credit: By Telegraph—Press Association—Copyright — [30, 86, 130, 101]
